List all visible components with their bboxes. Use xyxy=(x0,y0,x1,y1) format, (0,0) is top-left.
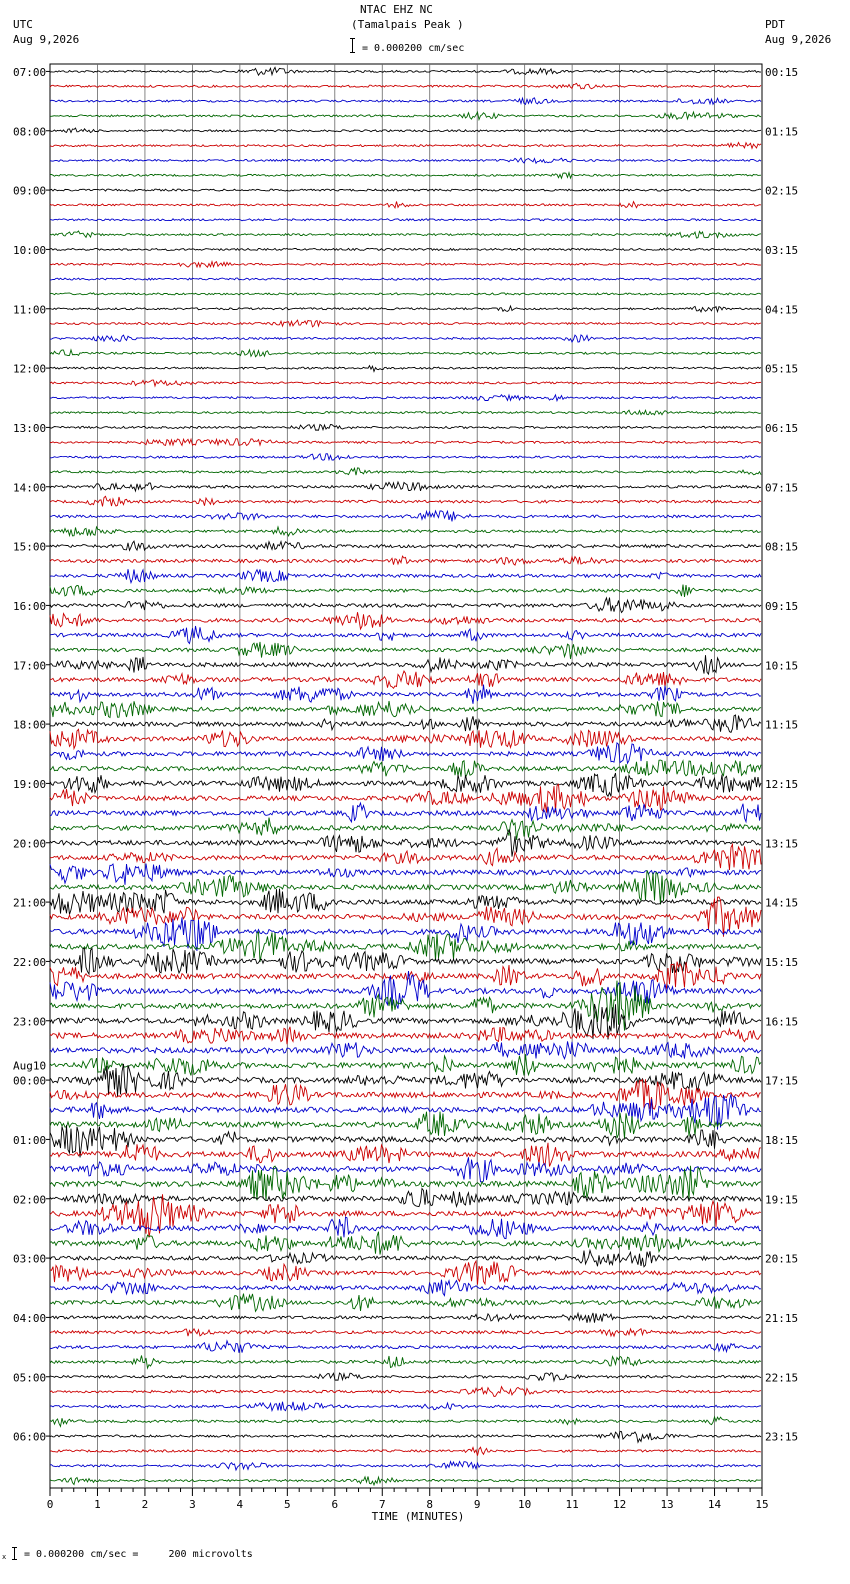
plot-grid xyxy=(50,64,762,1488)
footer-marker: x xyxy=(2,1553,7,1561)
trace-line xyxy=(50,870,761,904)
trace-line xyxy=(50,1431,761,1442)
left-hour-label: 05:00 xyxy=(13,1371,47,1385)
right-hour-label: 11:15 xyxy=(765,718,799,732)
trace-line xyxy=(50,932,761,962)
left-hour-label: 18:00 xyxy=(13,718,47,732)
trace-line xyxy=(50,1313,761,1323)
trace-line xyxy=(50,112,761,120)
right-hour-label: 12:15 xyxy=(765,778,799,791)
trace-line xyxy=(50,598,761,613)
right-hour-label: 20:15 xyxy=(765,1252,799,1266)
right-hour-label: 13:15 xyxy=(765,837,799,851)
trace-line xyxy=(50,380,761,386)
right-hour-label: 18:15 xyxy=(765,1134,799,1147)
trace-line xyxy=(50,803,761,822)
trace-line xyxy=(50,556,761,565)
trace-line xyxy=(50,784,761,812)
trace-line xyxy=(50,1054,761,1075)
left-hour-label: 15:00 xyxy=(13,540,47,554)
trace-line xyxy=(50,948,761,974)
trace-line xyxy=(50,1341,761,1353)
left-hour-label: 22:00 xyxy=(13,956,47,969)
trace-line xyxy=(50,219,761,221)
left-hour-label: 16:00 xyxy=(13,600,47,613)
trace-line xyxy=(50,350,761,357)
x-tick-label: 6 xyxy=(331,1498,339,1511)
left-hour-label: 00:00 xyxy=(13,1074,47,1088)
trace-line xyxy=(50,231,761,238)
right-hour-label: 02:15 xyxy=(765,184,799,198)
x-tick-label: 2 xyxy=(141,1498,149,1511)
right-hour-label: 08:15 xyxy=(765,540,799,554)
trace-line xyxy=(50,1112,761,1139)
trace-line xyxy=(50,83,761,89)
left-hour-label: 12:00 xyxy=(13,362,47,376)
left-hour-label: 20:00 xyxy=(13,837,47,851)
footer-scale-text: = 0.000200 cm/sec = 200 microvolts xyxy=(24,1549,253,1560)
x-tick-label: 10 xyxy=(518,1498,532,1511)
x-tick-label: 12 xyxy=(612,1498,627,1511)
right-hour-label: 14:15 xyxy=(765,896,799,910)
right-hour-label: 03:15 xyxy=(765,244,799,257)
trace-line xyxy=(50,293,761,295)
left-hour-label: 02:00 xyxy=(13,1193,47,1207)
time-axis xyxy=(13,66,798,1511)
scale-label: = 0.000200 cm/sec xyxy=(362,43,465,54)
right-hour-label: 10:15 xyxy=(765,659,799,673)
x-tick-label: 1 xyxy=(94,1498,101,1511)
trace-line xyxy=(50,173,761,179)
trace-line xyxy=(50,1477,761,1486)
right-hour-label: 05:15 xyxy=(765,362,799,376)
left-hour-label: 07:00 xyxy=(13,66,47,79)
trace-line xyxy=(50,569,761,583)
trace-line xyxy=(50,496,761,506)
x-tick-label: 15 xyxy=(755,1498,769,1511)
trace-line xyxy=(50,760,761,778)
right-hour-label: 01:15 xyxy=(765,125,799,139)
x-tick-label: 4 xyxy=(236,1498,244,1511)
trace-line xyxy=(50,262,761,268)
left-hour-label: 14:00 xyxy=(13,481,47,495)
trace-line xyxy=(50,729,761,748)
trace-line xyxy=(50,67,761,75)
x-tick-label: 14 xyxy=(707,1498,722,1511)
trace-line xyxy=(50,642,761,659)
left-hour-label: 04:00 xyxy=(13,1312,47,1325)
station-location: (Tamalpais Peak ) xyxy=(351,18,464,31)
right-timezone: PDT xyxy=(765,18,785,31)
trace-line xyxy=(50,1125,761,1157)
right-hour-label: 06:15 xyxy=(765,422,799,435)
x-tick-label: 13 xyxy=(660,1498,674,1511)
left-hour-label: 03:00 xyxy=(13,1252,47,1266)
trace-line xyxy=(50,1027,761,1044)
left-hour-label: 19:00 xyxy=(13,778,47,791)
x-tick-label: 5 xyxy=(284,1498,291,1511)
trace-line xyxy=(50,320,761,327)
trace-line xyxy=(50,1329,761,1337)
trace-line xyxy=(50,655,761,674)
left-hour-label: 06:00 xyxy=(13,1430,47,1444)
x-tick-label: 7 xyxy=(378,1498,386,1511)
left-hour-label: 09:00 xyxy=(13,184,47,198)
date-change-label: Aug10 xyxy=(13,1059,47,1073)
trace-line xyxy=(50,1250,761,1266)
right-hour-label: 22:15 xyxy=(765,1371,799,1385)
left-hour-label: 11:00 xyxy=(13,303,47,317)
trace-line xyxy=(50,395,761,401)
station-title: NTAC EHZ NC xyxy=(360,3,433,16)
trace-line xyxy=(50,278,761,280)
trace-line xyxy=(50,1447,761,1455)
trace-line xyxy=(50,1356,761,1369)
trace-line xyxy=(50,1094,761,1129)
trace-line xyxy=(50,685,761,704)
x-tick-label: 11 xyxy=(565,1498,579,1511)
trace-line xyxy=(50,1232,761,1255)
trace-line xyxy=(50,128,761,133)
trace-line xyxy=(50,626,761,644)
trace-line xyxy=(50,98,761,105)
left-hour-label: 01:00 xyxy=(13,1134,47,1147)
left-timezone: UTC xyxy=(13,18,33,31)
trace-line xyxy=(50,1387,761,1397)
x-tick-label: 0 xyxy=(46,1498,54,1511)
x-tick-label: 3 xyxy=(189,1498,196,1511)
trace-line xyxy=(50,189,761,191)
right-hour-label: 19:15 xyxy=(765,1193,799,1207)
right-hour-label: 16:15 xyxy=(765,1015,799,1029)
right-date: Aug 9,2026 xyxy=(765,33,832,46)
trace-line xyxy=(50,585,761,597)
footer-scale-bar-icon xyxy=(14,1547,15,1560)
left-hour-label: 21:00 xyxy=(13,896,47,910)
trace-line xyxy=(50,612,761,629)
right-hour-label: 00:15 xyxy=(765,66,799,79)
x-tick-label: 8 xyxy=(426,1498,434,1511)
trace-line xyxy=(50,715,761,732)
trace-line xyxy=(50,335,761,342)
trace-line xyxy=(50,701,761,718)
trace-line xyxy=(50,1064,761,1096)
trace-line xyxy=(50,1417,761,1426)
trace-line xyxy=(50,671,761,688)
trace-line xyxy=(50,818,761,840)
trace-line xyxy=(50,1217,761,1239)
plot-frame xyxy=(50,64,762,1488)
trace-line xyxy=(50,527,761,536)
x-axis-label: TIME (MINUTES) xyxy=(371,1510,465,1523)
trace-line xyxy=(50,468,761,475)
left-date: Aug 9,2026 xyxy=(13,33,80,46)
seismic-traces xyxy=(50,67,761,1485)
trace-line xyxy=(50,743,761,763)
trace-line xyxy=(50,1261,761,1285)
right-hour-label: 09:15 xyxy=(765,600,799,613)
left-hour-label: 08:00 xyxy=(13,125,47,139)
left-hour-label: 17:00 xyxy=(13,659,47,673)
trace-line xyxy=(50,410,761,415)
right-hour-label: 04:15 xyxy=(765,303,799,317)
right-hour-label: 23:15 xyxy=(765,1430,799,1444)
trace-line xyxy=(50,482,761,491)
trace-line xyxy=(50,1402,761,1411)
trace-line xyxy=(50,1143,761,1167)
trace-line xyxy=(50,864,761,885)
trace-line xyxy=(50,425,761,431)
trace-line xyxy=(50,248,761,250)
left-hour-label: 23:00 xyxy=(13,1015,47,1029)
trace-line xyxy=(50,306,761,312)
trace-line xyxy=(50,1373,761,1381)
trace-line xyxy=(50,366,761,372)
left-hour-label: 10:00 xyxy=(13,244,47,257)
trace-line xyxy=(50,202,761,208)
trace-line xyxy=(50,1157,761,1182)
x-tick-label: 9 xyxy=(473,1498,481,1511)
right-hour-label: 17:15 xyxy=(765,1074,799,1088)
left-hour-label: 13:00 xyxy=(13,422,47,435)
trace-line xyxy=(50,773,761,796)
right-hour-label: 21:15 xyxy=(765,1312,799,1325)
trace-line xyxy=(50,1166,761,1201)
trace-line xyxy=(50,541,761,550)
trace-line xyxy=(50,143,761,149)
trace-line xyxy=(50,454,761,461)
right-hour-label: 07:15 xyxy=(765,481,799,495)
trace-line xyxy=(50,158,761,163)
trace-line xyxy=(50,1041,761,1058)
trace-line xyxy=(50,1462,761,1471)
trace-line xyxy=(50,1189,761,1207)
trace-line xyxy=(50,830,761,857)
trace-line xyxy=(50,971,761,1009)
trace-line xyxy=(50,981,761,1031)
trace-line xyxy=(50,1280,761,1296)
trace-line xyxy=(50,511,761,522)
trace-line xyxy=(50,439,761,446)
trace-line xyxy=(50,1294,761,1312)
right-hour-label: 15:15 xyxy=(765,956,799,969)
